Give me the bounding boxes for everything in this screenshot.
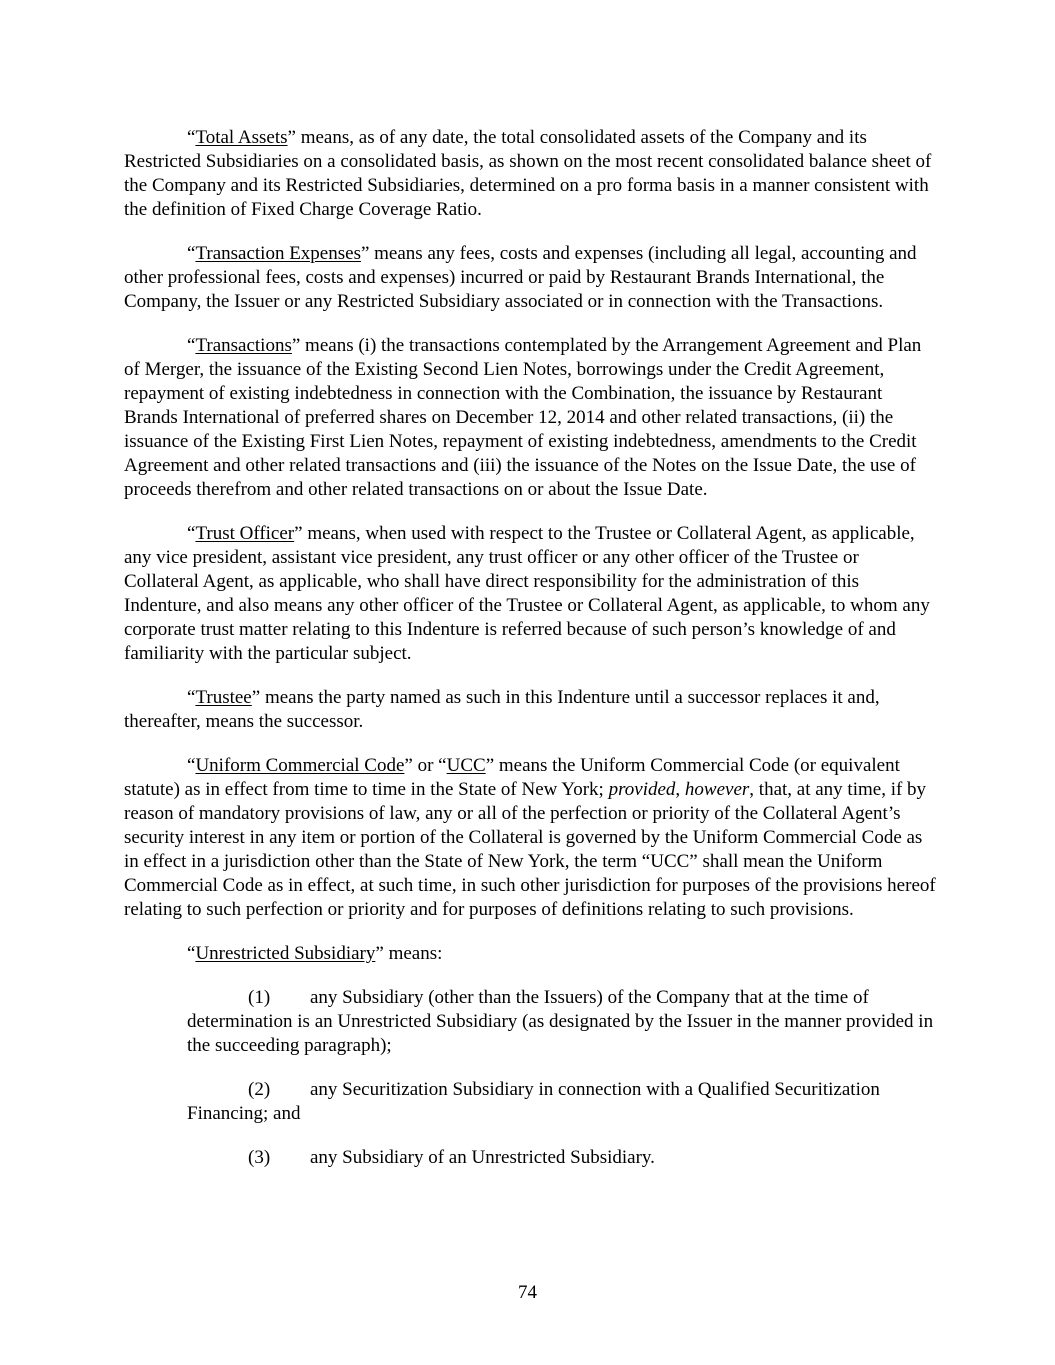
- definition-text: means any fees, costs and expenses (including all legal, accounting and other professional fees, costs and expenses) incurred or paid by Restaurant Brands International, the Company, the Issuer or any Restricted Subsidiary associated or in connection with the Transactions.: [124, 243, 917, 312]
- emphasis-provided: provided: [608, 779, 676, 800]
- defined-term: Trust Officer: [195, 523, 295, 544]
- list-item: [187, 986, 942, 1058]
- definition-text: , that, at any time, if by reason of mandatory provisions of law, any or all of the perfection or priority of the Collateral Agent’s security interest in any item or portion of the Collateral is governed by the Uniform Commercial Code as in effect in a jurisdiction other than the State of New York, the term “UCC” shall mean the Uniform Commercial Code as in effect, at such time, in such other jurisdiction for purposes of the provisions hereof relating to such perfection or priority and for purposes of definitions relating to such provisions.: [124, 779, 936, 920]
- definition-text: means:: [383, 943, 443, 964]
- list-item-text: any Securitization Subsidiary in connection with a Qualified Securitization Financing; and: [187, 1079, 880, 1124]
- list-item-text: any Subsidiary (other than the Issuers) of the Company that at the time of determination is an Unrestricted Subsidiary (as designated by the Issuer in the manner provided in the succeeding paragraph);: [187, 987, 934, 1056]
- list-item-text: any Subsidiary of an Unrestricted Subsidiary.: [310, 1147, 655, 1168]
- definition-unrestricted-subsidiary: “Unrestricted Subsidiary” means:: [187, 943, 443, 964]
- defined-term: Trustee: [195, 687, 252, 708]
- definition-trust-officer: “Trust Officer” means, when used with respect to the Trustee or Collateral Agent, as applicable, any vice president, assistant vice president, any trust officer or any other officer of the Trustee or Collateral Agent, as applicable, who shall have direct responsibility for the administration of this Indenture, and also means any other officer of the Trustee or Collateral Agent, as applicable, to whom any corporate trust matter relating to this Indenture is referred because of such person’s knowledge of and familiarity with the particular subject.: [124, 523, 930, 664]
- definition-trustee: “Trustee” means the party named as such in this Indenture until a successor replaces it and, thereafter, means the successor.: [124, 687, 880, 732]
- definition-text: means the party named as such in this Indenture until a successor replaces it and, thereafter, means the successor.: [124, 687, 880, 732]
- definition-transaction-expenses: “Transaction Expenses” means any fees, costs and expenses (including all legal, accounting and other professional fees, costs and expenses) incurred or paid by Restaurant Brands International, the Company, the Issuer or any Restricted Subsidiary associated or in connection with the Transactions.: [124, 243, 917, 312]
- definition-text: means the Uniform Commercial Code (or equivalent statute) as in effect from time to time in the State of New York;: [124, 755, 900, 800]
- defined-term: UCC: [446, 755, 486, 776]
- definition-text: means, as of any date, the total consolidated assets of the Company and its Restricted Subsidiaries on a consolidated basis, as shown on the most recent consolidated balance sheet of the Company and its Restricted Subsidiaries, determined on a pro forma basis in a manner consistent with the definition of Fixed Charge Coverage Ratio.: [124, 127, 932, 220]
- defined-term: Unrestricted Subsidiary: [195, 943, 376, 964]
- list-item: [187, 1078, 942, 1126]
- definition-text: means, when used with respect to the Trustee or Collateral Agent, as applicable, any vice president, assistant vice president, any trust officer or any other officer of the Trustee or Collateral Agent, as applicable, who shall have direct responsibility for the administration of this Indenture, and also means any other officer of the Trustee or Collateral Agent, as applicable, to whom any corporate trust matter relating to this Indenture is referred because of such person’s knowledge of and familiarity with the particular subject.: [124, 523, 930, 664]
- definition-text: means (i) the transactions contemplated by the Arrangement Agreement and Plan of Merger, the issuance of the Existing Second Lien Notes, borrowings under the Credit Agreement, repayment of existing indebtedness in connection with the Combination, the issuance by Restaurant Brands International of preferred shares on December 12, 2014 and other related transactions, (ii) the issuance of the Existing First Lien Notes, repayment of existing indebtedness, amendments to the Credit Agreement and other related transactions and (iii) the issuance of the Notes on the Issue Date, the use of proceeds therefrom and other related transactions on or about the Issue Date.: [124, 335, 922, 500]
- comma-text: ,: [675, 779, 685, 800]
- defined-term: Transactions: [195, 335, 292, 356]
- list-item-number: (3): [248, 1147, 271, 1168]
- connector-text: or: [412, 755, 439, 776]
- list-item-number: (1): [248, 987, 271, 1008]
- definition-uniform-commercial-code: “Uniform Commercial Code” or “UCC” means the Uniform Commercial Code (or equivalent statute) as in effect from time to time in the State of New York; provided, however, that, at any time, if by reason of mandatory provisions of law, any or all of the perfection or priority of the Collateral Agent’s security interest in any item or portion of the Collateral is governed by the Uniform Commercial Code as in effect in a jurisdiction other than the State of New York, the term “UCC” shall mean the Uniform Commercial Code as in effect, at such time, in such other jurisdiction for purposes of the provisions hereof relating to such perfection or priority and for purposes of definitions relating to such provisions.: [124, 755, 936, 920]
- defined-term: Total Assets: [195, 127, 288, 148]
- list-item: [187, 1146, 942, 1170]
- list-item-number: (2): [248, 1079, 271, 1100]
- emphasis-however: however: [684, 779, 750, 800]
- defined-term: Transaction Expenses: [195, 243, 361, 264]
- definition-transactions: “Transactions” means (i) the transactions contemplated by the Arrangement Agreement and Plan of Merger, the issuance of the Existing Second Lien Notes, borrowings under the Credit Agreement, repayment of existing indebtedness in connection with the Combination, the issuance by Restaurant Brands International of preferred shares on December 12, 2014 and other related transactions, (ii) the issuance of the Existing First Lien Notes, repayment of existing indebtedness, amendments to the Credit Agreement and other related transactions and (iii) the issuance of the Notes on the Issue Date, the use of proceeds therefrom and other related transactions on or about the Issue Date.: [124, 335, 922, 500]
- page-number: 74: [518, 1282, 537, 1303]
- definition-total-assets: “Total Assets” means, as of any date, the total consolidated assets of the Company and its Restricted Subsidiaries on a consolidated basis, as shown on the most recent consolidated balance sheet of the Company and its Restricted Subsidiaries, determined on a pro forma basis in a manner consistent with the definition of Fixed Charge Coverage Ratio.: [124, 127, 932, 220]
- defined-term: Uniform Commercial Code: [195, 755, 405, 776]
- document-body: [124, 126, 936, 1190]
